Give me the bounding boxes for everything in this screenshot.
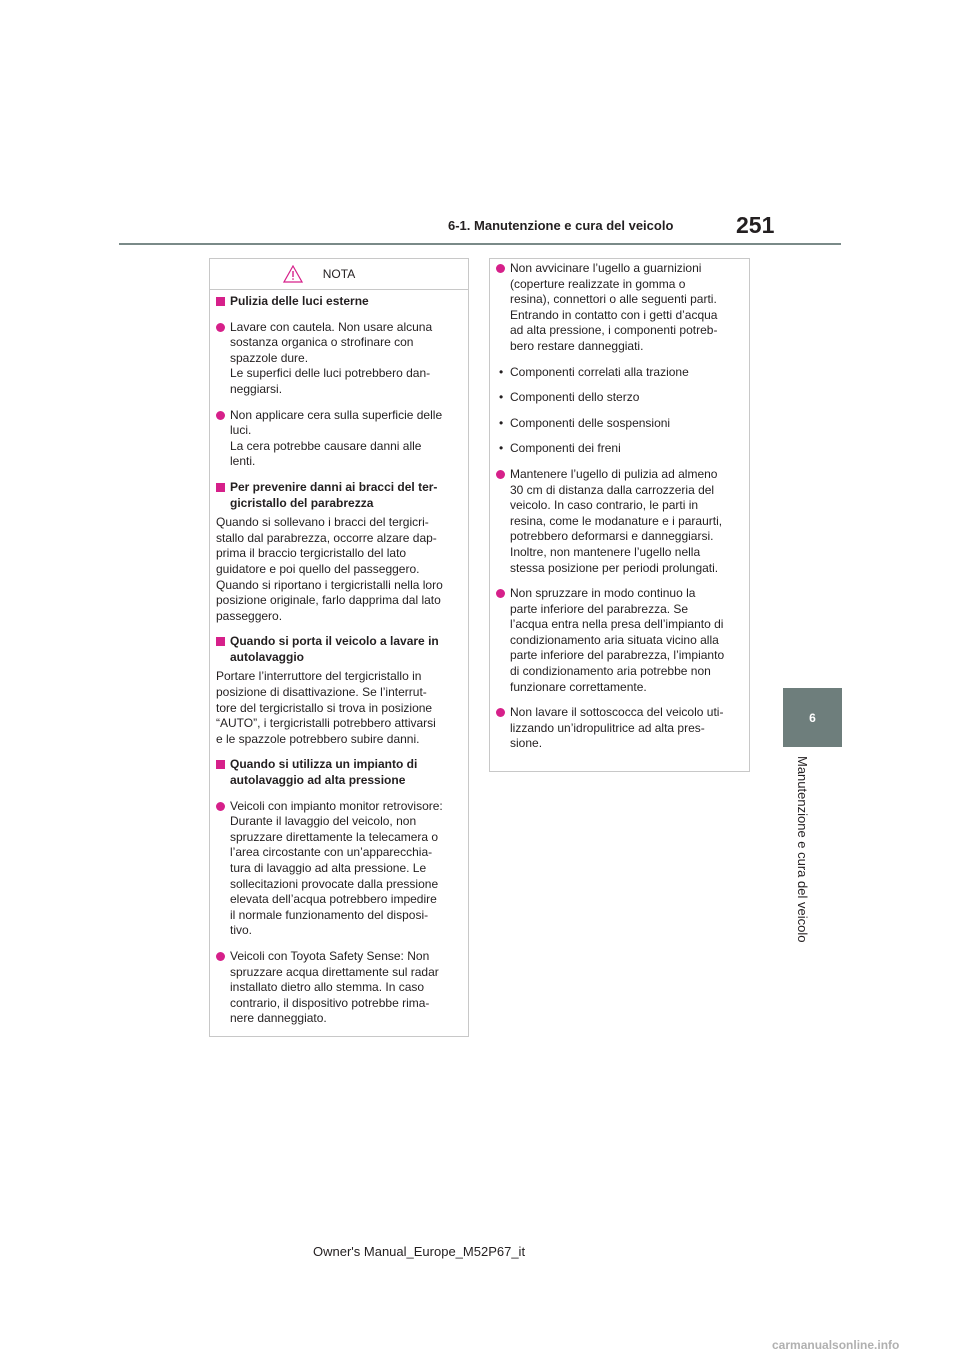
section-heading: Per prevenire danni ai bracci del ter- gicristallo del parabrezza [216, 480, 460, 511]
nota-box-left [209, 258, 469, 1037]
bullet-item: Non spruzzare in modo continuo la parte inferiore del parabrezza. Se l’acqua entra nella presa dell’impianto di condizionamento aria situata vicino alla parte inferiore del parabrezza, l’impianto di condizionamento aria potrebbe non funzionare correttamente. [496, 586, 741, 695]
nota-content-left [210, 290, 468, 1027]
section-heading: Pulizia delle luci esterne [216, 294, 460, 310]
bullet-item: Veicoli con Toyota Safety Sense: Non spruzzare acqua direttamente sul radar installato dietro allo stemma. In caso contrario, il dispositivo potrebbe rima- nere danneggiato. [216, 949, 460, 1027]
page-number: 251 [736, 212, 775, 238]
section-heading: Quando si porta il veicolo a lavare in autolavaggio [216, 634, 460, 665]
bullet-item: Lavare con cautela. Non usare alcuna sostanza organica o strofinare con spazzole dure. Le superfici delle luci potrebbero dan- neggiarsi. [216, 320, 460, 398]
bullet-item: Non lavare il sottoscocca del veicolo uti- lizzando un’idropulitrice ad alta pres- sione. [496, 705, 741, 752]
sub-bullet-item: • Componenti dello sterzo [496, 390, 741, 406]
bullet-item: Mantenere l’ugello di pulizia ad almeno 30 cm di distanza dalla carrozzeria del veicolo. In caso contrario, le parti in resina, come le modanature e i paraurti, potrebbero deformarsi e danneggiarsi. Inoltre, non mantenere l’ugello nella stessa posizione per periodi prolungati. [496, 467, 741, 576]
paragraph: Portare l’interruttore del tergicristallo in posizione di disattivazione. Se l’interrut- tore del tergicristallo si trova in posizione “AUTO”, i tergicristalli potrebbero attivarsi e le spazzole potrebbero subire danni. [216, 669, 436, 746]
header-section-title: 6-1. Manutenzione e cura del veicolo [448, 218, 674, 233]
nota-header [210, 259, 468, 290]
paragraph: Quando si sollevano i bracci del tergicri- stallo dal parabrezza, occorre alzare dap- prima il braccio tergicristallo del lato guidatore e poi quello del passeggero. Quando si riportano i tergicristalli nella loro posizione originale, farlo dapprima dal lato passeggero. [216, 515, 443, 623]
header-rule [119, 243, 841, 245]
nota-label: NOTA [322, 267, 356, 281]
bullet-item: Non applicare cera sulla superficie delle luci. La cera potrebbe causare danni alle lenti. [216, 408, 460, 470]
nota-box-right [489, 258, 750, 772]
footer-manual-id: Owner's Manual_Europe_M52P67_it [313, 1244, 526, 1259]
chapter-side-title: Manutenzione e cura del veicolo [795, 756, 810, 943]
chapter-tab: 6 [783, 688, 842, 747]
nota-content-right [490, 259, 749, 752]
sub-bullet-item: • Componenti correlati alla trazione [496, 365, 741, 381]
bullet-item: Veicoli con impianto monitor retrovisore: Durante il lavaggio del veicolo, non spruzzare direttamente la telecamera o l’area circostante con un’apparecchia- tura di lavaggio ad alta pressione. Le sollecitazioni provocate dalla pressione elevata dell’acqua potrebbero impedire il normale funzionamento del disposi- tivo. [216, 799, 460, 939]
warning-triangle-icon [283, 265, 303, 283]
sub-bullet-item: • Componenti delle sospensioni [496, 416, 741, 432]
watermark: carmanualsonline.info [772, 1338, 900, 1352]
sub-bullet-item: • Componenti dei freni [496, 441, 741, 457]
section-heading: Quando si utilizza un impianto di autolavaggio ad alta pressione [216, 757, 460, 788]
bullet-item: Non avvicinare l’ugello a guarnizioni (coperture realizzate in gomma o resina), connettori o alle seguenti parti. Entrando in contatto con i getti d’acqua ad alta pressione, i componenti potreb- bero restare danneggiati. [496, 261, 741, 355]
